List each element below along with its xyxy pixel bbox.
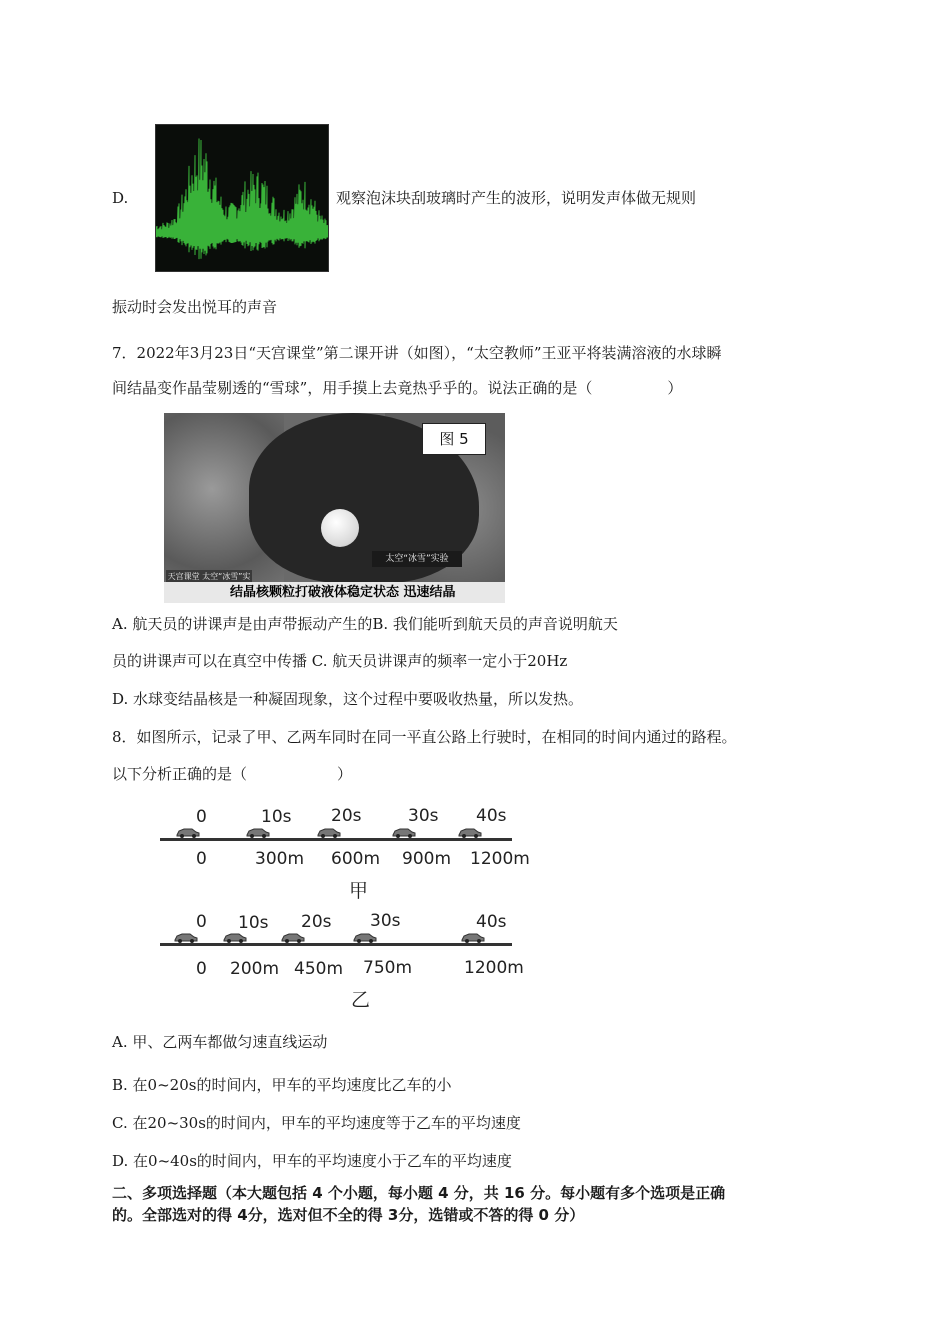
waveform-image (155, 124, 329, 272)
car-icon (280, 931, 306, 943)
jia-time-3: 30s (408, 806, 439, 826)
q7-stem-line1: 7．2022年3月23日“天宫课堂”第二课开讲（如图），“太空教师”王亚平将装满溶液的水球瞬 (112, 344, 722, 362)
q6-option-d-label: D. (112, 189, 129, 207)
jia-time-1: 10s (261, 807, 292, 827)
yi-time-1: 10s (238, 913, 269, 933)
jia-time-0: 0 (196, 807, 207, 827)
jia-time-4: 40s (476, 806, 507, 826)
q6-option-d-text: 观察泡沫块刮玻璃时产生的波形，说明发声体做无规则 (336, 189, 697, 207)
yi-distance-4: 1200m (464, 958, 524, 978)
car-icon (352, 931, 378, 943)
q7-stem-line2: 间结晶变作晶莹剔透的“雪球”，用手摸上去竟热乎乎的。说法正确的是（ ） (112, 379, 683, 397)
photo-caption: 结晶核颗粒打破液体稳定状态 迅速结晶 (164, 582, 505, 603)
yi-time-2: 20s (301, 912, 332, 932)
photo-tag-left: 天宫课堂 太空“冰雪”实 (166, 570, 252, 584)
q8-option-b: B. 在0~20s的时间内，甲车的平均速度比乙车的小 (112, 1076, 452, 1094)
photo-tag-right: 太空“冰雪”实验 (372, 551, 462, 567)
car-icon (391, 826, 417, 838)
car-icon (175, 826, 201, 838)
yi-name: 乙 (351, 989, 371, 1011)
yi-time-4: 40s (476, 912, 507, 932)
q8-stem-line1: 8．如图所示，记录了甲、乙两车同时在同一平直公路上行驶时，在相同的时间内通过的路程。 (112, 728, 737, 746)
q8-stem-line2: 以下分析正确的是（ ） (112, 765, 353, 783)
yi-distance-1: 200m (230, 959, 280, 979)
q6-option-d-cont: 振动时会发出悦耳的声音 (112, 298, 278, 316)
car-icon (222, 931, 248, 943)
yi-distance-2: 450m (294, 959, 344, 979)
jia-distance-3: 900m (402, 849, 452, 869)
jia-distance-2: 600m (331, 849, 381, 869)
jia-name: 甲 (349, 880, 369, 902)
q7-option-ab: A. 航天员的讲课声是由声带振动产生的B. 我们能听到航天员的声音说明航天 (112, 615, 618, 633)
section2-heading-line2: 的。全部选对的得 4分，选对但不全的得 3分，选错或不答的得 0 分） (112, 1206, 585, 1224)
yi-time-0: 0 (196, 912, 207, 932)
ice-ball (321, 509, 359, 547)
road-jia (160, 838, 512, 841)
waveform-icon (156, 125, 328, 271)
yi-distance-0: 0 (196, 959, 207, 979)
section2-heading-line1: 二、多项选择题（本大题包括 4 个小题，每小题 4 分，共 16 分。每小题有多个选项是正确 (112, 1184, 726, 1202)
car-icon (245, 826, 271, 838)
car-icon (460, 931, 486, 943)
jia-distance-0: 0 (196, 849, 207, 869)
q8-option-a: A. 甲、乙两车都做匀速直线运动 (112, 1033, 328, 1051)
q8-option-d: D. 在0~40s的时间内，甲车的平均速度小于乙车的平均速度 (112, 1152, 512, 1170)
jia-time-2: 20s (331, 806, 362, 826)
yi-time-3: 30s (370, 911, 401, 931)
q7-option-bc: 员的讲课声可以在真空中传播 C. 航天员讲课声的频率一定小于20Hz (112, 652, 568, 670)
space-class-photo (164, 413, 505, 603)
car-icon (173, 931, 199, 943)
figure-label: 图 5 (422, 423, 486, 455)
q8-option-c: C. 在20~30s的时间内，甲车的平均速度等于乙车的平均速度 (112, 1114, 521, 1132)
jia-distance-4: 1200m (470, 849, 530, 869)
jia-distance-1: 300m (255, 849, 305, 869)
yi-distance-3: 750m (363, 958, 413, 978)
car-icon (316, 826, 342, 838)
car-icon (457, 826, 483, 838)
q7-option-d: D. 水球变结晶核是一种凝固现象，这个过程中要吸收热量，所以发热。 (112, 690, 584, 708)
road-yi (160, 943, 512, 946)
